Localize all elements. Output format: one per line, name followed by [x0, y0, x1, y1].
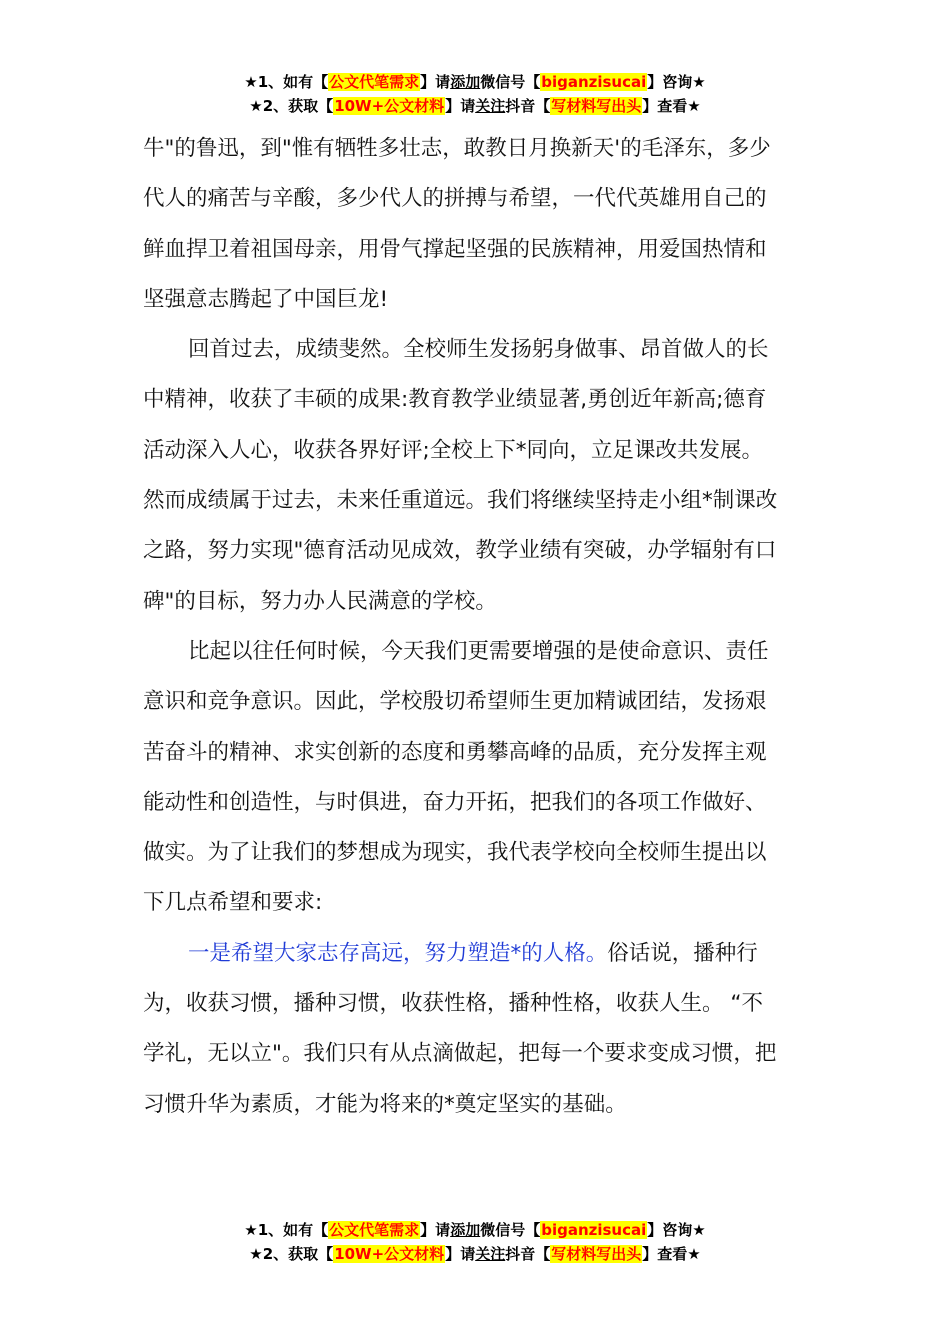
text-line: 比起以往任何时候，今天我们更需要增强的是使命意识、责任 — [188, 638, 769, 664]
highlight-douyin-account: 写材料写出头 — [551, 97, 642, 115]
banner-line-1 — [0, 70, 950, 94]
banner-text: ★1、如有【 — [244, 73, 329, 91]
text-line: 学礼，无以立"。我们只有从点滴做起，把每一个要求变成习惯，把 — [143, 1041, 777, 1067]
banner-underlined-text: 关注 — [475, 97, 506, 115]
top-banner — [0, 70, 950, 118]
text-line: 能动性和创造性，与时俱进，奋力开拓，把我们的各项工作做好、 — [143, 789, 767, 815]
paragraph-4 — [143, 929, 807, 1130]
highlight-wechat-id: biganzisucai — [541, 73, 647, 91]
text-line: 坚强意志腾起了中国巨龙! — [143, 286, 389, 312]
paragraph-2 — [143, 325, 807, 627]
banner-text: 】查看★ — [642, 97, 701, 115]
paragraph-1 — [143, 124, 807, 325]
highlight-materials: 10W+公文材料 — [334, 1245, 445, 1263]
highlight-douyin-account: 写材料写出头 — [551, 1245, 642, 1263]
banner-text: 】请 — [445, 97, 476, 115]
banner-text: ★2、获取【 — [249, 97, 334, 115]
text-line: 活动深入人心，收获各界好评;全校上下*同向，立足课改共发展。 — [143, 437, 763, 463]
text-line: 回首过去，成绩斐然。全校师生发扬躬身做事、昂首做人的长 — [188, 337, 769, 363]
text-line: 牛"的鲁迅，到"惟有牺牲多壮志，敢教日月换新天'的毛泽东，多少 — [143, 136, 771, 161]
text-line: 代人的痛苦与辛酸，多少代人的拼搏与希望，一代代英雄用自己的 — [143, 186, 767, 212]
text-line: 鲜血捍卫着祖国母亲，用骨气撑起坚强的民族精神，用爱国热情和 — [143, 236, 767, 262]
banner-text: 微信号【 — [480, 73, 541, 91]
banner-text: 抖音【 — [505, 97, 551, 115]
banner-line-2 — [0, 1242, 950, 1266]
text-line — [143, 929, 807, 979]
banner-text: ★2、获取【 — [249, 1245, 334, 1263]
banner-text: 】咨询★ — [647, 73, 706, 91]
banner-underlined-text: 关注 — [475, 1245, 506, 1263]
text-line: 碑"的目标，努力办人民满意的学校。 — [143, 588, 497, 614]
text-line: 做实。为了让我们的梦想成为现实，我代表学校向全校师生提出以 — [143, 840, 767, 866]
text-line: 中精神，收获了丰硕的成果:教育教学业绩显著,勇创近年新高;德育 — [143, 387, 767, 413]
text-line: 然而成绩属于过去，未来任重道远。我们将继续坚持走小组*制课改 — [143, 488, 778, 514]
banner-text: ★1、如有【 — [244, 1221, 329, 1239]
bottom-banner — [0, 1218, 950, 1266]
banner-text: 】请 — [445, 1245, 476, 1263]
text-line: 苦奋斗的精神、求实创新的态度和勇攀高峰的品质，充分发挥主观 — [143, 739, 767, 765]
banner-line-2 — [0, 94, 950, 118]
highlight-wechat-id: biganzisucai — [541, 1221, 647, 1239]
banner-text: 】请 — [420, 73, 451, 91]
text-line: 下几点希望和要求: — [143, 890, 323, 916]
document-body — [143, 124, 807, 1130]
banner-underlined-text: 添加 — [450, 73, 481, 91]
banner-text: 抖音【 — [505, 1245, 551, 1263]
highlight-ghostwriting: 公文代笔需求 — [329, 1221, 420, 1239]
banner-text: 】查看★ — [642, 1245, 701, 1263]
banner-line-1 — [0, 1218, 950, 1242]
highlight-ghostwriting: 公文代笔需求 — [329, 73, 420, 91]
text-line: 之路，努力实现"德育活动见成效，教学业绩有突破，办学辐射有口 — [143, 538, 777, 564]
text-line: 为，收获习惯，播种习惯，收获性格，播种性格，收获人生。 “不 — [143, 991, 763, 1017]
text-run: 俗话说，播种行 — [607, 940, 758, 966]
paragraph-3 — [143, 627, 807, 929]
text-line: 意识和竞争意识。因此，学校殷切希望师生更加精诚团结，发扬艰 — [143, 689, 767, 715]
highlighted-heading-text: 一是希望大家志存高远，努力塑造*的人格。 — [188, 940, 608, 966]
banner-text: 】咨询★ — [647, 1221, 706, 1239]
highlight-materials: 10W+公文材料 — [334, 97, 445, 115]
banner-underlined-text: 添加 — [450, 1221, 481, 1239]
banner-text: 】请 — [420, 1221, 451, 1239]
banner-text: 微信号【 — [480, 1221, 541, 1239]
text-line: 习惯升华为素质，才能为将来的*奠定坚实的基础。 — [143, 1091, 627, 1117]
